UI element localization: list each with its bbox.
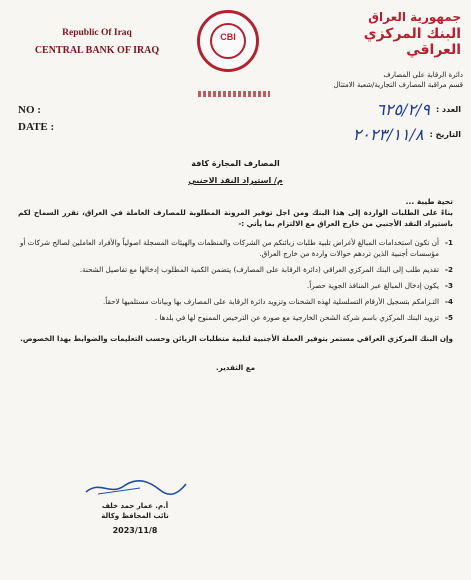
- letterhead-english: [22, 28, 172, 56]
- date-label: التاريخ :: [429, 130, 461, 139]
- seal-text: CBI: [220, 32, 236, 42]
- item-text: تزويد البنك المركزي باسم شركة الشحن الخارجية مع صورة عن الترخيص الممنوح لها في بلدها .: [154, 313, 439, 322]
- english-ref-fields: [18, 102, 54, 136]
- conditions-list: [18, 237, 453, 323]
- item-number: 3-: [445, 281, 453, 290]
- seal-caption-ornament: [198, 91, 270, 97]
- list-item: [18, 237, 453, 259]
- list-item: [18, 264, 453, 275]
- number-label: العدد :: [436, 105, 461, 114]
- signature-block: [80, 478, 190, 535]
- date-value: ٢٠٢٣/١١/٨: [352, 125, 424, 144]
- republic-label: Republic Of Iraq: [62, 28, 132, 38]
- section-name: قسم مراقبة المصارف التجارية/شعبة الامتثال: [333, 81, 463, 89]
- cbi-seal-logo: [197, 10, 259, 72]
- signer-name: أ.م. عمار حمد خلف: [101, 502, 169, 510]
- letterhead-arabic: [316, 10, 461, 58]
- item-text: تقديم طلب إلى البنك المركزي العراقي (دائرة الرقابة على المصارف) يتضمن الكمية المطلوب إدخالها مع تفاصيل الشحنة.: [79, 265, 439, 274]
- item-number: 2-: [445, 265, 453, 274]
- list-item: [18, 296, 453, 307]
- department-info: [263, 70, 463, 90]
- closing-paragraph: وإن البنك المركزي العراقي مستمر بتوفير العملة الأجنبية لتلبية متطلبات الزبائن وحسب التعليمات والضوابط بهذا الخصوص.: [20, 334, 453, 343]
- date-label-english: DATE :: [18, 121, 55, 133]
- number-row: [291, 100, 461, 119]
- item-text: يكون إدخال المبالغ عبر المنافذ الجوية حصراً.: [306, 281, 439, 290]
- no-label: NO :: [18, 104, 41, 116]
- regards-line: مع التقدير.: [215, 363, 256, 372]
- department-name: دائرة الرقابة على المصارف: [383, 71, 463, 79]
- letter-body: [18, 158, 453, 373]
- list-item: [18, 312, 453, 323]
- date-row: [291, 125, 461, 144]
- intro-paragraph: بناءً على الطلبات الواردة إلى هذا البنك ومن اجل توفير المرونة المطلوبة للمصارف العاملة في العراق، تقرر السماح لكم باستيراد النقد الأجنبي من خارج العراق مع الالتزام بما يأتي :-: [18, 208, 453, 228]
- item-number: 1-: [445, 238, 453, 247]
- number-value: ٦٢٥/٢/٩: [376, 100, 431, 119]
- list-item: [18, 280, 453, 291]
- addressee: المصارف المجازة كافة: [191, 159, 280, 168]
- reference-block: [291, 100, 461, 150]
- signature-date: 2023/11/8: [112, 526, 158, 535]
- item-text: التـزامكم بتسجيل الأرقام التسلسلية لهذه الشحنات وتزويد دائرة الرقابة على المصارف بها وبيانات مستلميها لاحقاً.: [102, 297, 439, 306]
- item-number: 4-: [445, 297, 453, 306]
- bank-name-english: CENTRAL BANK OF IRAQ: [34, 45, 160, 56]
- item-text: أن تكون استخدامات المبالغ لأغراض تلبية طلبات زبائنكم من الشركات والمنظمات والهيئات المسجلة اصولياً والأفراد العاملين لصالح شركات أو مؤسسات أجنبية الذين تردهم حوالات واردة من خارج العراق.: [19, 238, 439, 258]
- bank-name-arabic: البنك المركزي العراقي: [363, 26, 461, 58]
- subject-line: م/ استيراد النقد الاجنبي: [188, 176, 283, 185]
- item-number: 5-: [445, 313, 453, 322]
- signer-title: نائب المحافظ وكالة: [101, 512, 169, 520]
- republic-label-arabic: جمهورية العراق: [368, 10, 461, 24]
- greeting: تحية طيبة ...: [405, 197, 453, 206]
- signature-scrawl: [80, 478, 190, 498]
